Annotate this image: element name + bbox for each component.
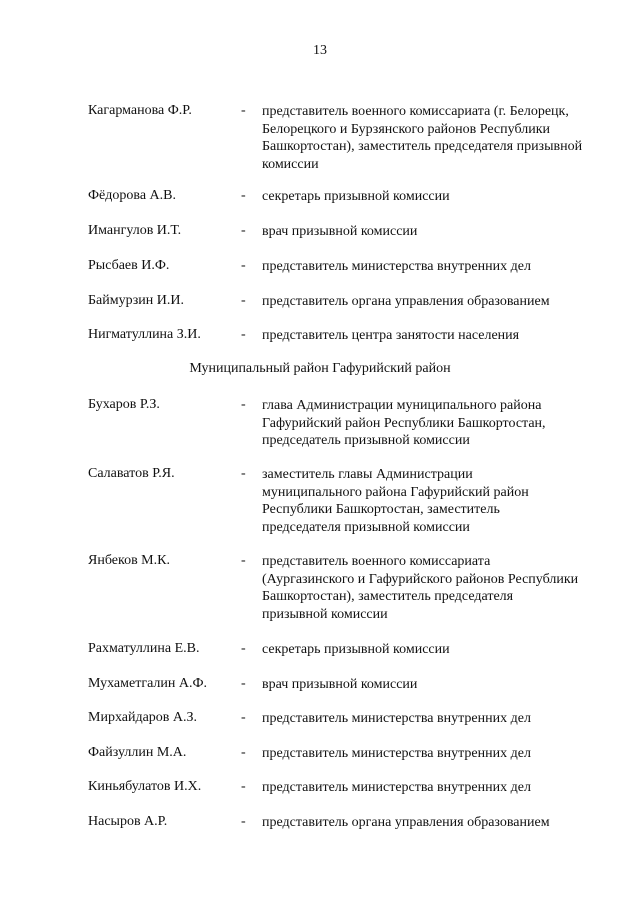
separator-dash: - bbox=[241, 814, 246, 829]
member-name: Мирхайдаров А.З. bbox=[88, 710, 198, 725]
member-role: заместитель главы Администрации муниципального района Гафурийский район Республики Башкортостан, заместитель председателя призывной комиссии bbox=[262, 467, 529, 535]
member-role: врач призывной комиссии bbox=[262, 224, 418, 239]
separator-dash: - bbox=[241, 553, 246, 568]
separator-dash: - bbox=[241, 103, 246, 118]
member-name: Насыров А.Р. bbox=[88, 814, 168, 829]
member-name: Рысбаев И.Ф. bbox=[88, 258, 170, 273]
page-number: 13 bbox=[313, 43, 327, 58]
member-name: Файзуллин М.А. bbox=[88, 745, 187, 760]
member-role: представитель министерства внутренних дел bbox=[262, 780, 531, 795]
member-role: представитель военного комиссариата (Аургазинского и Гафурийского районов Республики Башкортостан), заместитель председателя призывной комиссии bbox=[262, 554, 579, 622]
separator-dash: - bbox=[241, 188, 246, 203]
member-role: представитель министерства внутренних дел bbox=[262, 711, 531, 726]
separator-dash: - bbox=[241, 466, 246, 481]
separator-dash: - bbox=[241, 327, 246, 342]
member-name: Бухаров Р.З. bbox=[88, 397, 160, 412]
member-role: представитель центра занятости населения bbox=[262, 328, 520, 343]
separator-dash: - bbox=[241, 676, 246, 691]
member-name: Янбеков М.К. bbox=[88, 553, 170, 568]
member-name: Рахматуллина Е.В. bbox=[88, 641, 200, 656]
member-role: глава Администрации муниципального района Гафурийский район Республики Башкортостан, председатель призывной комиссии bbox=[262, 398, 546, 448]
member-role: представитель министерства внутренних дел bbox=[262, 259, 531, 274]
member-role: представитель военного комиссариата (г. Белорецк, Белорецкого и Бурзянского районов Республики Башкортостан), заместитель председателя призывной комиссии bbox=[262, 104, 583, 172]
section-title: Муниципальный район Гафурийский район bbox=[189, 361, 451, 376]
member-role: врач призывной комиссии bbox=[262, 677, 418, 692]
member-role: представитель органа управления образованием bbox=[262, 815, 550, 830]
member-name: Нигматуллина З.И. bbox=[88, 327, 201, 342]
separator-dash: - bbox=[241, 293, 246, 308]
separator-dash: - bbox=[241, 779, 246, 794]
member-role: секретарь призывной комиссии bbox=[262, 642, 450, 657]
member-role: представитель органа управления образованием bbox=[262, 294, 550, 309]
separator-dash: - bbox=[241, 397, 246, 412]
separator-dash: - bbox=[241, 641, 246, 656]
separator-dash: - bbox=[241, 710, 246, 725]
member-role: секретарь призывной комиссии bbox=[262, 189, 450, 204]
member-name: Имангулов И.Т. bbox=[88, 223, 182, 238]
separator-dash: - bbox=[241, 745, 246, 760]
separator-dash: - bbox=[241, 223, 246, 238]
member-role: представитель министерства внутренних дел bbox=[262, 746, 531, 761]
member-name: Фёдорова А.В. bbox=[88, 188, 176, 203]
member-name: Мухаметгалин А.Ф. bbox=[88, 676, 208, 691]
separator-dash: - bbox=[241, 258, 246, 273]
member-name: Киньябулатов И.Х. bbox=[88, 779, 202, 794]
member-name: Салаватов Р.Я. bbox=[88, 466, 175, 481]
member-name: Баймурзин И.И. bbox=[88, 293, 185, 308]
member-name: Кагарманова Ф.Р. bbox=[88, 103, 192, 118]
